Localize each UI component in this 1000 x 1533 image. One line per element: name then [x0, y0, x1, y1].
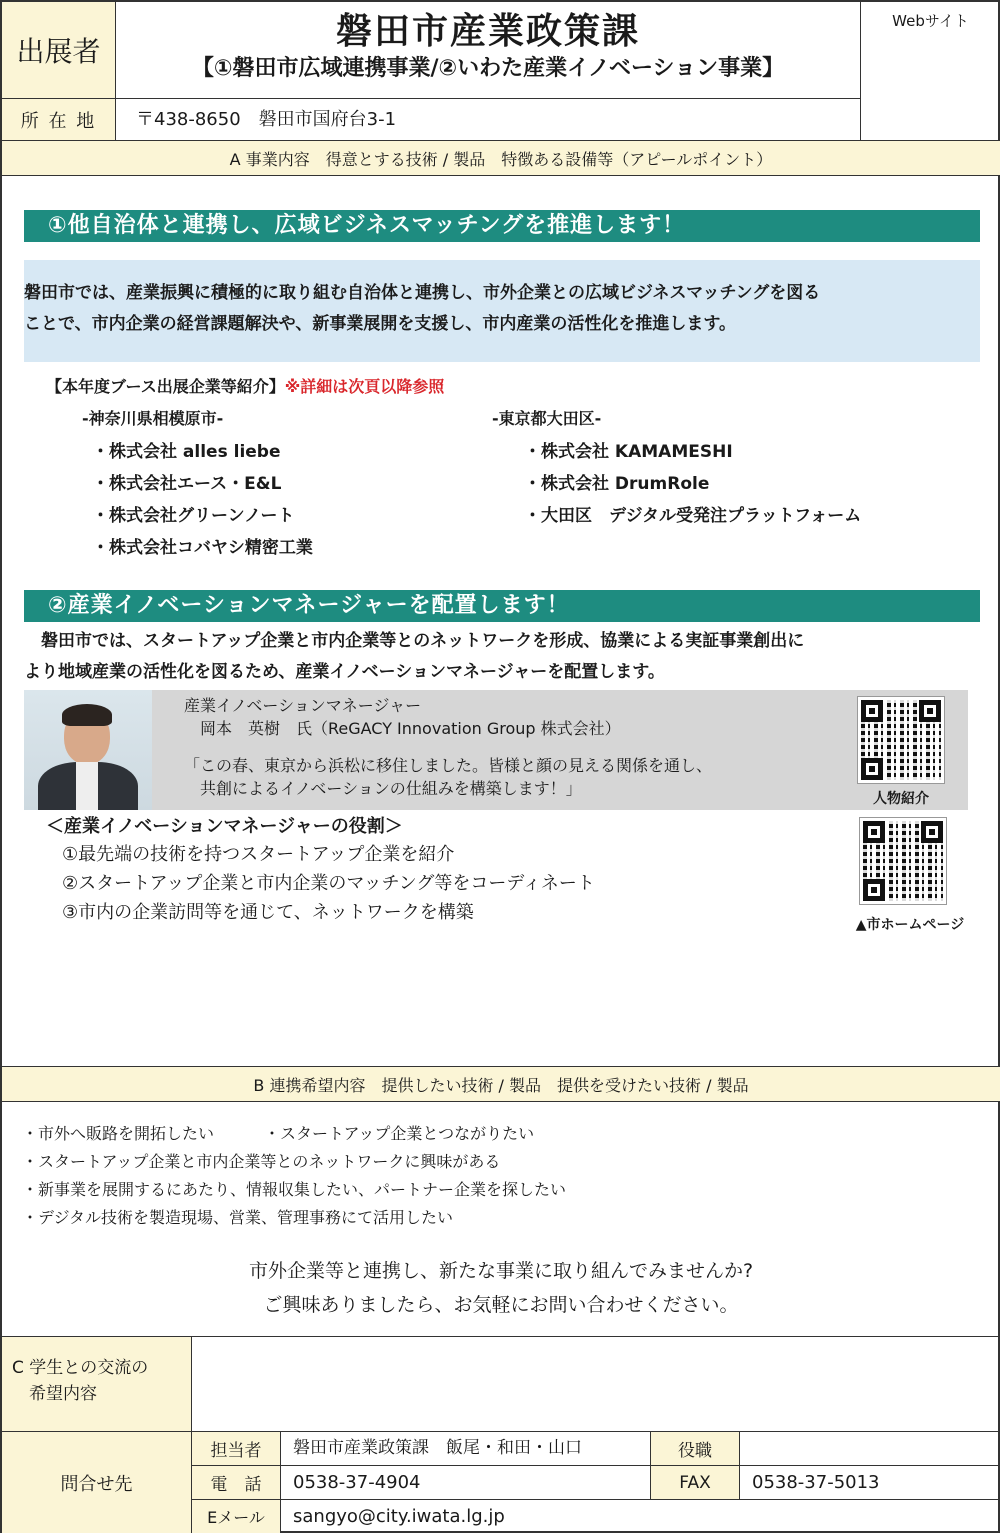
- position-value-cell: [740, 1432, 1000, 1465]
- manager-role: 産業イノベーションマネージャー: [184, 696, 422, 715]
- location-label-cell: [2, 99, 115, 140]
- intro-line-2: ことで、市内企業の経営課題解決や、新事業展開を支援し、市内産業の活性化を推進します。: [24, 314, 736, 334]
- innovation-banner: [24, 590, 980, 622]
- phone-value[interactable]: 0538-37-4904: [293, 1472, 421, 1493]
- exhibitor-label-cell: [2, 2, 115, 98]
- section-a-title: A 事業内容 得意とする技術 / 製品 特徴ある設備等（アピールポイント）: [229, 149, 773, 169]
- company-item: ・株式会社エース・E&L: [92, 474, 282, 494]
- section-c-value-cell: [192, 1337, 1000, 1431]
- fax-label-cell: [651, 1466, 739, 1499]
- person-value-cell: [281, 1432, 650, 1465]
- bullet-item: ・スタートアップ企業とつながりたい: [264, 1124, 535, 1143]
- booth-title: 【本年度ブース出展企業等紹介】: [46, 377, 285, 396]
- manager-quote-2: 共創によるイノベーションの仕組みを構築します！」: [184, 779, 582, 798]
- person-label-cell: [192, 1432, 280, 1465]
- person-value: 磐田市産業政策課 飯尾・和田・山口: [293, 1438, 582, 1458]
- booth-note: ※詳細は次頁以降参照: [284, 377, 445, 396]
- phone-label-cell: [192, 1466, 280, 1499]
- matching-banner-text: ①他自治体と連携し、広域ビジネスマッチングを推進します！: [48, 213, 686, 238]
- role-item: ②スタートアップ企業と市内企業のマッチング等をコーディネート: [62, 873, 595, 894]
- booth-header: [46, 376, 444, 398]
- manager-text: [184, 694, 712, 800]
- email-label: Eメール: [207, 1508, 265, 1527]
- manager-photo: [24, 690, 152, 810]
- person-label: 担当者: [210, 1441, 262, 1461]
- phone-label: 電 話: [210, 1475, 262, 1495]
- company-list-left: [92, 436, 313, 564]
- role-item: ①最先端の技術を持つスタートアップ企業を紹介: [62, 844, 455, 865]
- bullet-item: ・新事業を展開するにあたり、情報収集したい、パートナー企業を探したい: [22, 1180, 567, 1199]
- page-subtitle: 【①磐田市広域連携事業/②いわた産業イノベーション事業】: [191, 56, 785, 81]
- region-left: -神奈川県相模原市-: [82, 409, 224, 428]
- profile-qr-code[interactable]: [858, 697, 944, 783]
- company-item: ・大田区 デジタル受発注プラットフォーム: [524, 506, 862, 526]
- bullet-item: ・スタートアップ企業と市内企業等とのネットワークに興味がある: [22, 1152, 501, 1171]
- matching-banner: [24, 210, 980, 242]
- website-label[interactable]: Webサイト: [892, 12, 969, 30]
- email-value-cell: [281, 1500, 1000, 1533]
- role-item: ③市内の企業訪問等を通じて、ネットワークを構築: [62, 902, 474, 923]
- section-c-label-1: C 学生との交流の: [12, 1358, 149, 1378]
- intro-box: [24, 260, 980, 362]
- location-label: 所 在 地: [20, 110, 97, 132]
- bullet-item: ・市外へ販路を開拓したい: [22, 1124, 215, 1143]
- company-item: ・株式会社グリーンノート: [92, 506, 295, 526]
- phone-value-cell: [281, 1466, 650, 1499]
- title-cell: [116, 2, 860, 98]
- contact-label-cell: [2, 1432, 191, 1533]
- bullet-item: ・デジタル技術を製造現場、営業、管理事務にて活用したい: [22, 1208, 454, 1227]
- section-b-bullets: [22, 1120, 566, 1232]
- innovation-line-1: 磐田市では、スタートアップ企業と市内企業等とのネットワークを形成、協業による実証事業創出に: [24, 631, 805, 651]
- page-title: 磐田市産業政策課: [335, 11, 640, 52]
- website-cell: [861, 2, 1000, 140]
- company-item: ・株式会社コバヤシ精密工業: [92, 538, 313, 558]
- fax-value: 0538-37-5013: [752, 1472, 880, 1493]
- contact-label: 問合せ先: [60, 1473, 133, 1495]
- innovation-banner-text: ②産業イノベーションマネージャーを配置します！: [48, 593, 570, 618]
- company-item: ・株式会社 KAMAMESHI: [524, 442, 733, 462]
- fax-label: FAX: [679, 1472, 711, 1493]
- section-c-label-2: 希望内容: [12, 1384, 97, 1404]
- section-b-heading: [2, 1067, 1000, 1101]
- manager-quote-1: 「この春、東京から浜松に移住しました。皆様と顔の見える関係を通し、: [184, 756, 713, 775]
- position-label-cell: [651, 1432, 739, 1465]
- company-item: ・株式会社 alles liebe: [92, 442, 281, 462]
- email-value[interactable]: sangyo@city.iwata.lg.jp: [293, 1506, 505, 1527]
- roles-title: ＜産業イノベーションマネージャーの役割＞: [46, 816, 403, 837]
- section-a-heading: [2, 141, 1000, 175]
- city-homepage-qr-caption: ▲市ホームページ: [855, 917, 965, 933]
- intro-line-1: 磐田市では、産業振興に積極的に取り組む自治体と連携し、市外企業との広域ビジネスマッチングを図る: [24, 283, 821, 303]
- innovation-description: [24, 626, 980, 688]
- address-text: 〒438-8650 磐田市国府台3-1: [136, 109, 397, 130]
- profile-qr-caption: 人物紹介: [873, 791, 929, 807]
- region-right: -東京都大田区-: [492, 409, 602, 428]
- roles-list: [62, 840, 595, 927]
- closing-message: [2, 1254, 1000, 1322]
- section-b-title: B 連携希望内容 提供したい技術 / 製品 提供を受けたい技術 / 製品: [253, 1075, 749, 1095]
- closing-line-2: ご興味ありましたら、お気軽にお問い合わせください。: [263, 1294, 739, 1316]
- position-label: 役職: [678, 1441, 712, 1461]
- email-label-cell: [192, 1500, 280, 1533]
- company-item: ・株式会社 DrumRole: [524, 474, 710, 494]
- closing-line-1: 市外企業等と連携し、新たな事業に取り組んでみませんか?: [248, 1260, 754, 1282]
- company-list-right: [524, 436, 861, 532]
- manager-name: 岡本 英樹 氏（ReGACY Innovation Group 株式会社）: [184, 719, 621, 738]
- fax-value-cell: [740, 1466, 1000, 1499]
- city-homepage-qr-code[interactable]: [860, 818, 946, 904]
- section-c-label-cell: [2, 1337, 191, 1431]
- innovation-line-2: より地域産業の活性化を図るため、産業イノベーションマネージャーを配置します。: [24, 662, 665, 682]
- address-cell: [116, 99, 860, 140]
- exhibitor-label: 出展者: [16, 35, 101, 68]
